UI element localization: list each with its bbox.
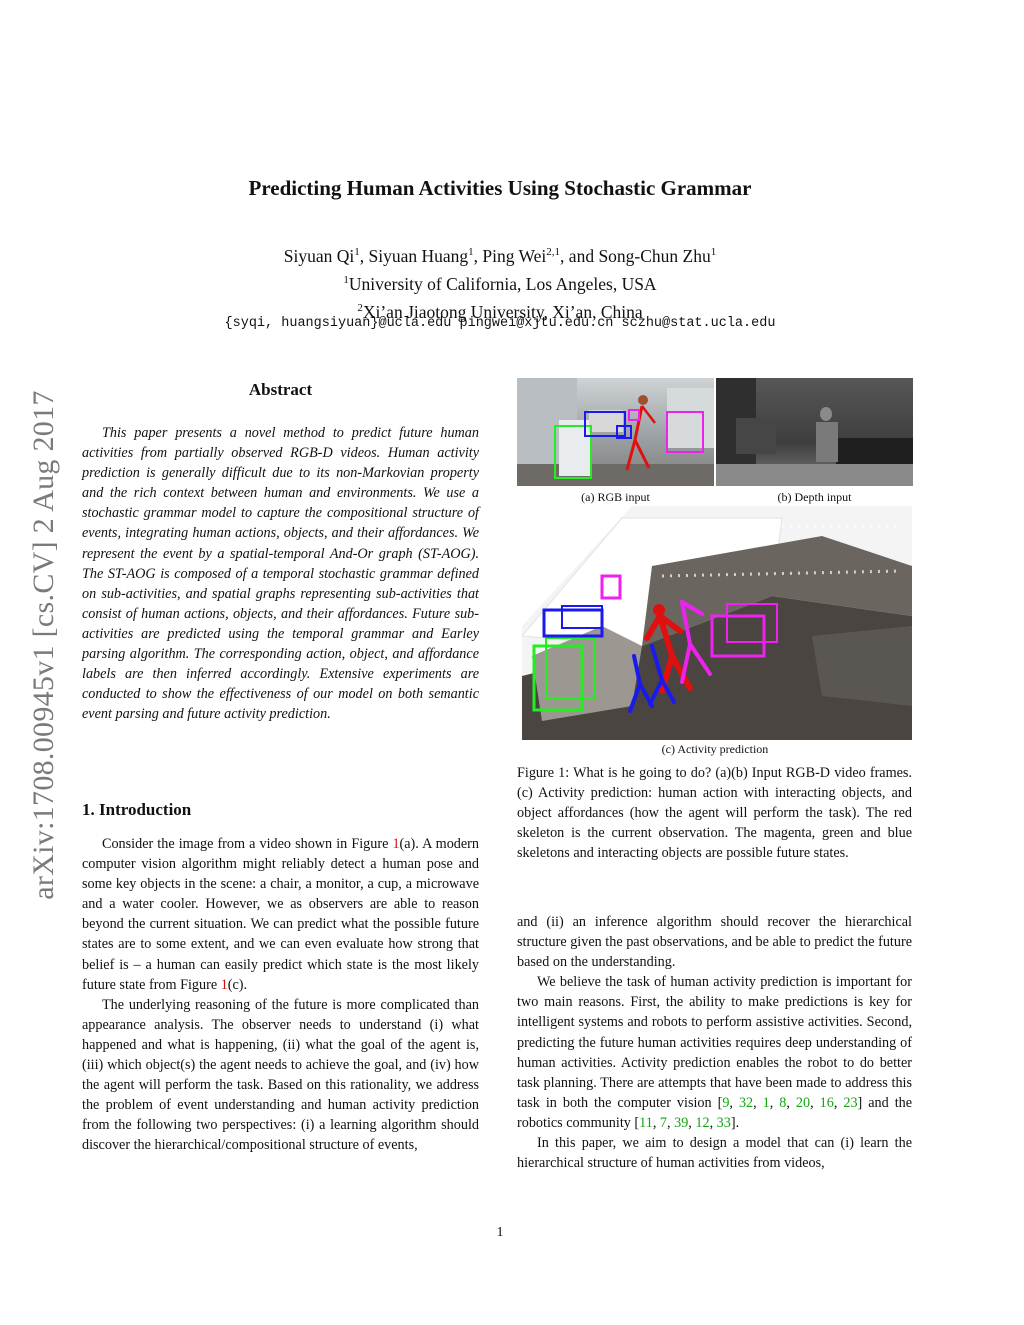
text-run: (c). [227, 976, 248, 993]
author-emails: {syqi, huangsiyuan}@ucla.edu pingwei@xjtu.edu.cn sczhu@stat.ucla.edu [224, 316, 776, 331]
text-run: ] and the robotics community [ [517, 1094, 913, 1131]
abstract-heading: Abstract [248, 380, 313, 399]
rgb-scene-drawing [517, 378, 714, 486]
author-line [0, 240, 1000, 268]
affil-name: Xi’an Jiaotong University, Xi’an, China [362, 301, 643, 322]
citation-link[interactable]: 16 [819, 1094, 834, 1111]
figure-1 [517, 378, 913, 758]
right-paragraph-3: In this paper, we aim to design a model that can (i) learn the hierarchical structure of human activities from videos, [517, 1135, 912, 1172]
author-affil-sup: 1 [468, 246, 474, 258]
point-cloud-drawing [522, 506, 912, 740]
intro-paragraph-1 [82, 834, 479, 995]
author-affil-sup: 2,1 [546, 246, 561, 258]
abstract-body [82, 423, 479, 724]
citation-link[interactable]: 9 [722, 1094, 730, 1111]
intro-paragraph-2: The underlying reasoning of the future is more complicated than appearance analysis. The observer needs to understand (i) what happened and what is happening, (ii) what the goal of the agent is, (iii) which object(s) the agent needs to achieve the goal, and (iv) how the agent will perform the task. Based on this rationality, we address the problem of event understanding and human activity prediction from the following two perspectives: (i) a learning algorithm should discover the hierarchical/compositional structure of events, [82, 996, 479, 1154]
author-name: , Siyuan Huang [359, 245, 469, 266]
figure-ref-link[interactable]: 1 [392, 836, 400, 852]
citation-link[interactable]: 1 [762, 1094, 770, 1111]
arxiv-stamp: arXiv:1708.00945v1 [cs.CV] 2 Aug 2017 [27, 390, 60, 900]
right-paragraph-2: We believe the task of human activity prediction is important for two main reasons. First, the ability to make predictions is key for intelligent systems and robots to perform assistive activities. Second, predicting the future human activities requires deep understanding of human activities. Activity prediction enables the robot to do better task planning. There are attempts that have been made to address this task in both the computer vision [9, 32, 1, 8, 20, 16, 23] and the robotics community [11, 7, 39, 12, 33]. [517, 974, 913, 1131]
text-run: (a). A modern computer vision algorithm might reliably detect a human pose and some key objects in the scene: a chair, a monitor, a cup, a microwave and a water cooler. However, we as observers are able to reason beyond the current situation. We can predict what the possible future states are to some extent, and we can even evaluate how strong that belief is – a human can easily predict which state is the most likely future state from Figure [82, 836, 479, 993]
text-run: ]. [730, 1114, 740, 1131]
figure-label-a: (a) RGB input [581, 490, 650, 504]
text-run: Consider the image from a video shown in Figure [102, 836, 393, 852]
right-column-body [517, 912, 912, 1173]
section-heading-introduction: 1. Introduction [82, 800, 192, 819]
citation-link[interactable]: 11 [639, 1114, 653, 1131]
citation-link[interactable]: 33 [716, 1114, 731, 1131]
paper-title: Predicting Human Activities Using Stochastic Grammar [248, 176, 752, 200]
author-block [0, 240, 1000, 323]
page-number: 1 [496, 1225, 504, 1240]
citation-link[interactable]: 32 [738, 1094, 754, 1111]
rgb-input-image [517, 378, 714, 486]
affil-name: University of California, Los Angeles, USA [348, 273, 657, 294]
citation-link[interactable]: 23 [843, 1094, 858, 1111]
citation-link[interactable]: 8 [779, 1094, 787, 1111]
depth-input-image [716, 378, 913, 486]
text-run: We believe the task of human activity prediction is important for two main reasons. First, the ability to make predictions is key for intelligent systems and robots to perform assistive activities. Second, predicting the future human activities requires deep understanding of human activities. Activity prediction enables the robot to do better task planning. There are attempts that have been made to address this task in both the computer vision [ [517, 974, 912, 1111]
affil-sup: 1 [343, 273, 349, 286]
author-affil-sup: 1 [710, 246, 717, 258]
depth-scene-drawing [716, 378, 913, 486]
citation-link[interactable]: 20 [795, 1094, 811, 1111]
author-name: Siyuan Qi [283, 245, 355, 266]
figure-1-caption: Figure 1: What is he going to do? (a)(b) Input RGB-D video frames. (c) Activity prediction: human action with interacting objects, and object affordances (how the agent will perform the task). The red skeleton is the current observation. The magenta, green and blue skeletons and interacting objects are possible future states. [517, 765, 912, 862]
author-name: , Ping Wei [473, 245, 547, 266]
figure-label-b: (b) Depth input [777, 490, 852, 504]
citation-link[interactable]: 7 [659, 1114, 668, 1131]
author-affil-sup: 1 [354, 246, 360, 258]
affiliation-1 [0, 268, 1000, 296]
introduction-body [82, 834, 479, 1156]
figure-label-c: (c) Activity prediction [661, 742, 769, 756]
figure-ref-link[interactable]: 1 [220, 976, 228, 993]
citation-link[interactable]: 39 [674, 1114, 689, 1131]
point-cloud-image [522, 506, 912, 740]
citation-link[interactable]: 12 [695, 1114, 710, 1131]
right-paragraph-1: and (ii) an inference algorithm should recover the hierarchical structure given the past observations, and be able to predict the future based on the understanding. [517, 914, 912, 971]
affil-sup: 2 [357, 301, 363, 314]
abstract-text: This paper presents a novel method to predict future human activities from partially observed RGB-D videos. Human activity prediction is generally difficult due to its non-Markovian property and the rich context between human and environments. We use a stochastic grammar model to capture the compositional structure of events, integrating human actions, objects, and their affordances. We represent the event by a spatial-temporal And-Or graph (ST-AOG). The ST-AOG is composed of a temporal stochastic grammar defined on sub-activities, and spatial graphs representing sub-activities that consist of human actions, objects, and their affordances. Future sub-activities are predicted using the temporal grammar and Earley parsing algorithm. The corresponding action, object, and affordance labels are then inferred accordingly. Extensive experiments are conducted to show the effectiveness of our model on both semantic event parsing and future activity prediction. [82, 425, 479, 723]
author-name: , and Song-Chun Zhu [560, 245, 711, 266]
